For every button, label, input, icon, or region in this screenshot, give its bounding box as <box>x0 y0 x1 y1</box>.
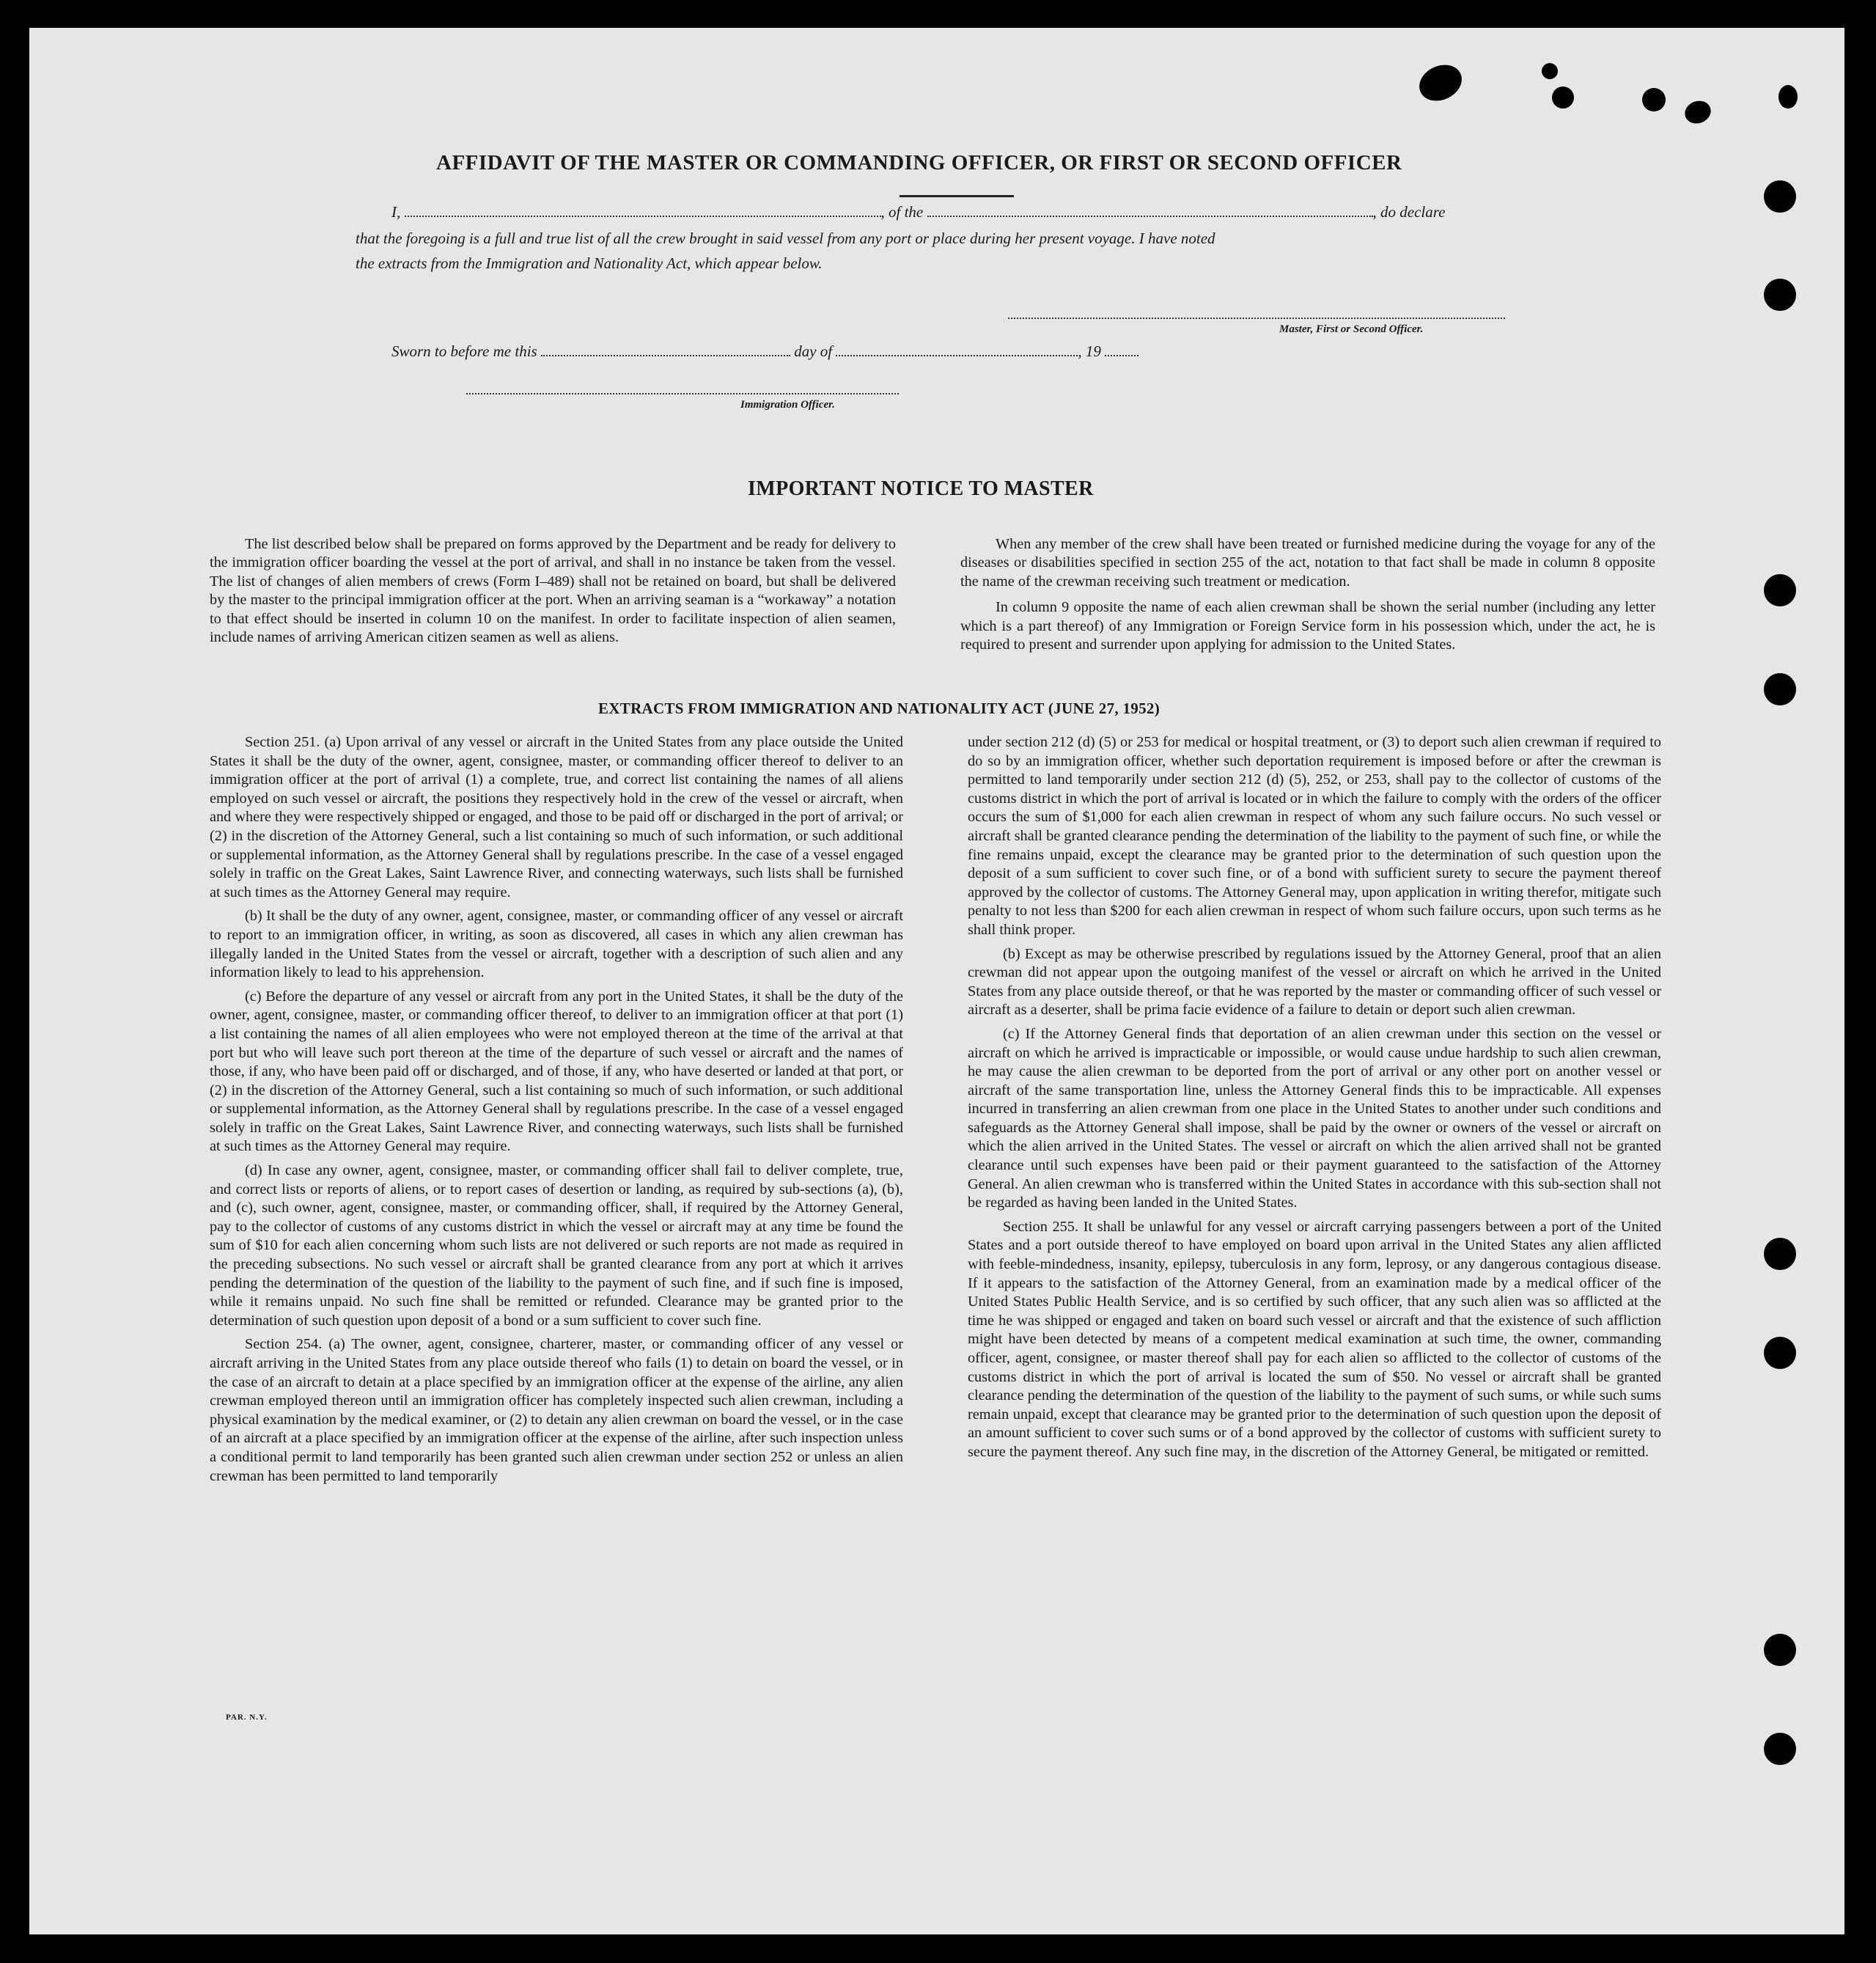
name-field[interactable] <box>405 202 881 217</box>
declare-prefix: I, <box>391 203 401 221</box>
day-of-label: day of <box>794 342 833 360</box>
notice-right-paragraph-2: In column 9 opposite the name of each alien crewman shall be shown the serial number (including any letter which is a part thereof) of any Immigration or Foreign Service form in his possession which, under the act, he is required to present and surrender upon applying for admission to the United States. <box>960 599 1655 653</box>
ink-blot-small <box>1642 88 1666 111</box>
affidavit-title: AFFIDAVIT OF THE MASTER OR COMMANDING OFFICER, OR FIRST OR SECOND OFFICER <box>436 151 1402 175</box>
year-prefix: , 19 <box>1078 342 1101 360</box>
notice-right-paragraph-1: When any member of the crew shall have been treated or furnished medicine during the voyage for any of the diseases or disabilities specified in section 255 of the act, notation to that fact shall be made in column 8 opposite the name of the crewman receiving such treatment or medication. <box>960 536 1655 590</box>
notice-left-paragraph: The list described below shall be prepared on forms approved by the Department and be ready for delivery to the immigration officer boarding the vessel at the port of arrival, and shall in no instance be taken from the vessel. The list of changes of alien members of crews (Form I–489) shall not be retained on board, but shall be delivered by the master to the principal immigration officer at the port. When an arriving seaman is a “workaway” a notation to that effect should be inserted in column 10 on the manifest. In order to facilitate inspection of alien seamen, include names of arriving American citizen seamen as well as aliens. <box>210 536 896 646</box>
section-251-a: Section 251. (a) Upon arrival of any vessel or aircraft in the United States from any place outside the United States it shall be the duty of the owner, agent, consignee, master, or commanding officer thereof to deliver to an immigration officer at the port of arrival (1) a complete, true, and correct list containing the names of all aliens employed on such vessel or aircraft, the positions they respectively hold in the crew of the vessel or aircraft, when and where they were respectively shipped or engaged, and those to be paid off or discharged in the port of arrival; or (2) in the discretion of the Attorney General, such a list containing so much of such information, or such additional or supplemental information, as the Attorney General shall by regulations prescribe. In the case of a vessel engaged solely in traffic on the Great Lakes, Saint Lawrence River, and connecting waterways, such lists shall be furnished at such times as the Attorney General may require. <box>210 734 903 900</box>
section-254-c: (c) If the Attorney General finds that deportation of an alien crewman under this section on the vessel or aircraft on which he arrived is impracticable or impossible, or would cause undue hardship to such alien crewman, he may cause the alien crewman to be deported from the port of arrival or any other port on another vessel or aircraft of the same transportation line, unless the Attorney General finds this to be impracticable. All expenses incurred in transferring an alien crewman from one place in the United States to another under such conditions and safeguards as the Attorney General shall impose, shall be paid by the owner or owners of the vessel or aircraft on which the alien arrived in the United States. The vessel or aircraft on which the alien arrived shall not be granted clearance until such expenses have been paid or their payment guaranteed to the satisfaction of the Attorney General. An alien crewman who is transferred within the United States in accordance with this sub-section shall not be regarded as having been landed in the United States. <box>968 1025 1661 1211</box>
sworn-day-field[interactable] <box>541 342 790 356</box>
section-254-a: Section 254. (a) The owner, agent, consignee, charterer, master, or commanding officer of any vessel or aircraft arriving in the United States from any place outside thereof who fails (1) to detain on board the vessel, or in the case of an aircraft to detain at a place specified by an immigration officer at the expense of the airline, any alien crewman employed thereon until an immigration officer has completely inspected such alien crewman, including a physical examination by the medical examiner, or (2) to detain any alien crewman on board the vessel, or in the case of an aircraft at a place specified by an immigration officer at the expense of the airline, after such inspection unless a conditional permit to land temporarily has been granted such alien crewman under section 252 or unless an alien crewman has been permitted to land temporarily <box>210 1336 903 1484</box>
extracts-left-column <box>210 733 903 1486</box>
punch-hole <box>1764 1634 1796 1666</box>
extracts-title: EXTRACTS FROM IMMIGRATION AND NATIONALITY ACT (JUNE 27, 1952) <box>598 700 1160 717</box>
notice-left-column <box>210 535 896 647</box>
sworn-line <box>391 342 1139 361</box>
punch-hole <box>1764 1733 1796 1765</box>
signature-field[interactable] <box>1008 318 1505 319</box>
section-251-b: (b) It shall be the duty of any owner, agent, consignee, master, or commanding officer of any vessel or aircraft to report to an immigration officer, in writing, as soon as discovered, all cases in which any alien crewman has illegally landed in the United States from the vessel or aircraft, together with a description of such alien and any information likely to lead to his apprehension. <box>210 908 903 981</box>
document-page <box>29 28 1844 1934</box>
do-declare-label: , do declare <box>1372 203 1446 221</box>
vessel-field[interactable] <box>927 202 1373 217</box>
ink-blot-small <box>1542 63 1558 79</box>
signature-label: Master, First or Second Officer. <box>1279 323 1424 335</box>
punch-hole <box>1764 1238 1796 1270</box>
ink-blot-small <box>1778 85 1798 109</box>
ink-blot-small <box>1682 98 1714 128</box>
extracts-right-column <box>968 733 1661 1462</box>
of-the-label: , of the <box>880 203 924 221</box>
section-254-a-continued: under section 212 (d) (5) or 253 for medical or hospital treatment, or (3) to deport such alien crewman if required to do so by an immigration officer, whether such deportation requirement is imposed before or after the crewman is permitted to land temporarily under section 212 (d) (5), 252, or 253, shall pay to the collector of customs of the customs district in which the port of arrival is located or in which the failure to comply with the orders of the officer occurs the sum of $1,000 for each alien crewman in respect of whom any such failure occurs. No such vessel or aircraft shall be granted clearance pending the determination of the liability to the payment of such fine, or while the fine remains unpaid, except the clearance may be granted prior to the determination of such question upon the deposit of a sum sufficient to cover such fine, or of a bond with sufficient surety to secure the payment thereof approved by the collector of customs. The Attorney General may, upon application in writing therefor, mitigate such penalty to not less than $200 for each alien crewman in respect of whom such failure occurs, upon such terms as he shall think proper. <box>968 734 1661 938</box>
section-251-c: (c) Before the departure of any vessel or aircraft from any port in the United States, it shall be the duty of the owner, agent, consignee, master, or commanding officer thereof, to deliver to an immigration officer at that port (1) a list containing the names of all alien employees who were not employed thereon at the time of the arrival at that port but who will leave such port thereon at the time of the departure of such vessel or aircraft and the names of those, if any, who have been paid off or discharged, and of those, if any, who have deserted or landed at that port, or (2) in the discretion of the Attorney General, such a list containing so much of such information, or such additional or supplemental information, as the Attorney General shall by regulations prescribe. In the case of a vessel engaged solely in traffic on the Great Lakes, Saint Lawrence River, and connecting waterways, such lists shall be furnished at such times as the Attorney General may require. <box>210 988 903 1155</box>
ink-blot-small <box>1552 87 1574 109</box>
ink-blot <box>1413 58 1468 107</box>
section-255: Section 255. It shall be unlawful for any vessel or aircraft carrying passengers between a port of the United States and a port outside thereof to have employed on board upon arrival in the United States any alien afflicted with feeble-mindedness, insanity, epilepsy, tuberculosis in any form, leprosy, or any dangerous contagious disease. If it appears to the satisfaction of the Attorney General, from an examination made by a medical officer of the United States Public Health Service, and is so certified by such officer, that any such alien was so afflicted at the time he was shipped or engaged and taken on board such vessel or aircraft and that the existence of such affliction might have been detected by means of a competent medical examination at such time, the owner, commanding officer, agent, consignee, or master thereof shall pay for each alien so afflicted to the collector of customs of the customs district in which the port of arrival is located the sum of $50. No vessel or aircraft shall be granted clearance pending the determination of the question of the liability to the payment of such sums, or while such sums remain unpaid, except that clearance may be granted prior to the determination of such question upon the deposit of an amount sufficient to cover such sums or of a bond approved by the collector of customs with sufficient surety to secure the payment thereof. Any such fine may, in the discretion of the Attorney General, be mitigated or remitted. <box>968 1218 1661 1460</box>
year-field[interactable] <box>1105 342 1139 356</box>
officer-signature-field[interactable] <box>466 393 899 395</box>
notice-title: IMPORTANT NOTICE TO MASTER <box>748 477 1094 500</box>
title-rule <box>900 195 1014 197</box>
sworn-prefix: Sworn to before me this <box>391 342 537 360</box>
section-254-b: (b) Except as may be otherwise prescribed by regulations issued by the Attorney General, proof that an alien crewman did not appear upon the outgoing manifest of the vessel or aircraft on which he arrived in the United States from any place outside thereof, or that he was reported by the master or commanding officer of such vessel or aircraft as a deserter, shall be prima facie evidence of a failure to detain or deport such alien crewman. <box>968 945 1661 1019</box>
notice-right-column <box>960 535 1655 654</box>
punch-hole <box>1764 279 1796 311</box>
statement-line-2: the extracts from the Immigration and Nationality Act, which appear below. <box>356 254 823 272</box>
statement-line-1: that the foregoing is a full and true list of all the crew brought in said vessel from any port or place during her present voyage. I have noted <box>356 230 1215 247</box>
sworn-month-field[interactable] <box>836 342 1078 356</box>
punch-hole <box>1764 574 1796 606</box>
officer-label: Immigration Officer. <box>740 399 835 411</box>
declaration-line <box>391 202 1445 221</box>
printer-mark: PAR. N.Y. <box>226 1713 268 1722</box>
punch-hole <box>1764 673 1796 705</box>
punch-hole <box>1764 1337 1796 1369</box>
punch-hole <box>1764 180 1796 213</box>
section-251-d: (d) In case any owner, agent, consignee, master, or commanding officer shall fail to deliver complete, true, and correct lists or reports of aliens, or to report cases of desertion or landing, as required by sub-sections (a), (b), and (c), such owner, agent, consignee, master, or commanding officer, shall, if required by the Attorney General, pay to the collector of customs of any customs district in which the vessel or aircraft may at any time be found the sum of $10 for each alien concerning whom such lists are not delivered or such reports are not made as required in the preceding subsections. No such vessel or aircraft shall be granted clearance from any port at which it arrives pending the determination of the question of the liability to the payment of such fine, and if such fine is imposed, while it remains unpaid. No such fine shall be remitted or refunded. Clearance may be granted prior to the determination of such question upon deposit of a bond or a sum sufficient to cover such fine. <box>210 1162 903 1329</box>
